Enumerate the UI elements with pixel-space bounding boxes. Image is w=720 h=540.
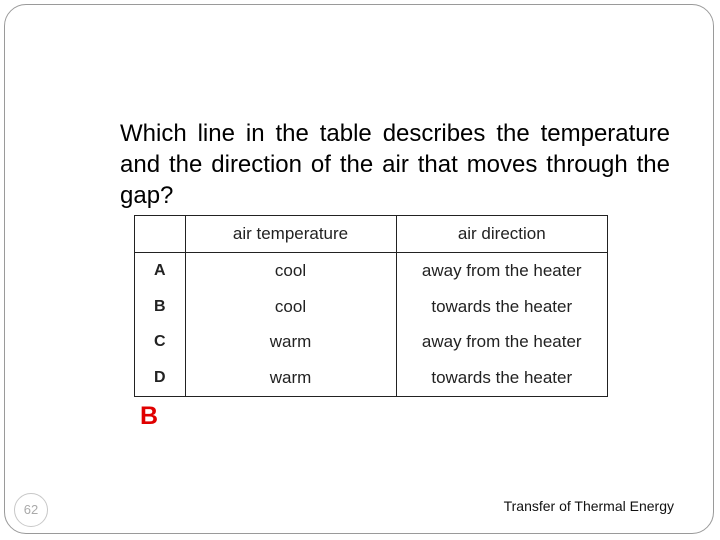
answer-label: B bbox=[140, 402, 159, 430]
row-direction: away from the heater bbox=[421, 332, 582, 352]
row-letter: B bbox=[135, 289, 185, 325]
table-row bbox=[135, 325, 607, 361]
row-letter: C bbox=[135, 325, 185, 361]
table-row bbox=[135, 360, 607, 396]
header-air-direction: air direction bbox=[396, 216, 607, 253]
row-temperature: cool bbox=[185, 253, 396, 289]
table-row bbox=[135, 253, 607, 289]
footer-title: Transfer of Thermal Energy bbox=[503, 498, 674, 514]
header-air-temperature: air temperature bbox=[185, 216, 396, 253]
row-direction: away from the heater bbox=[421, 260, 582, 280]
header-blank bbox=[135, 216, 185, 253]
row-temperature: warm bbox=[185, 360, 396, 396]
row-direction: towards the heater bbox=[431, 296, 573, 316]
table-header-row bbox=[135, 216, 607, 253]
answer-table bbox=[134, 215, 608, 397]
question-text: Which line in the table describes the temperature and the direction of the air that moves through the gap? bbox=[120, 120, 670, 209]
row-letter: A bbox=[135, 253, 185, 289]
row-temperature: warm bbox=[185, 325, 396, 361]
table-row bbox=[135, 289, 607, 325]
row-letter: D bbox=[135, 360, 185, 396]
row-direction: towards the heater bbox=[431, 368, 573, 388]
row-temperature: cool bbox=[185, 289, 396, 325]
slide-number: 62 bbox=[14, 493, 48, 527]
